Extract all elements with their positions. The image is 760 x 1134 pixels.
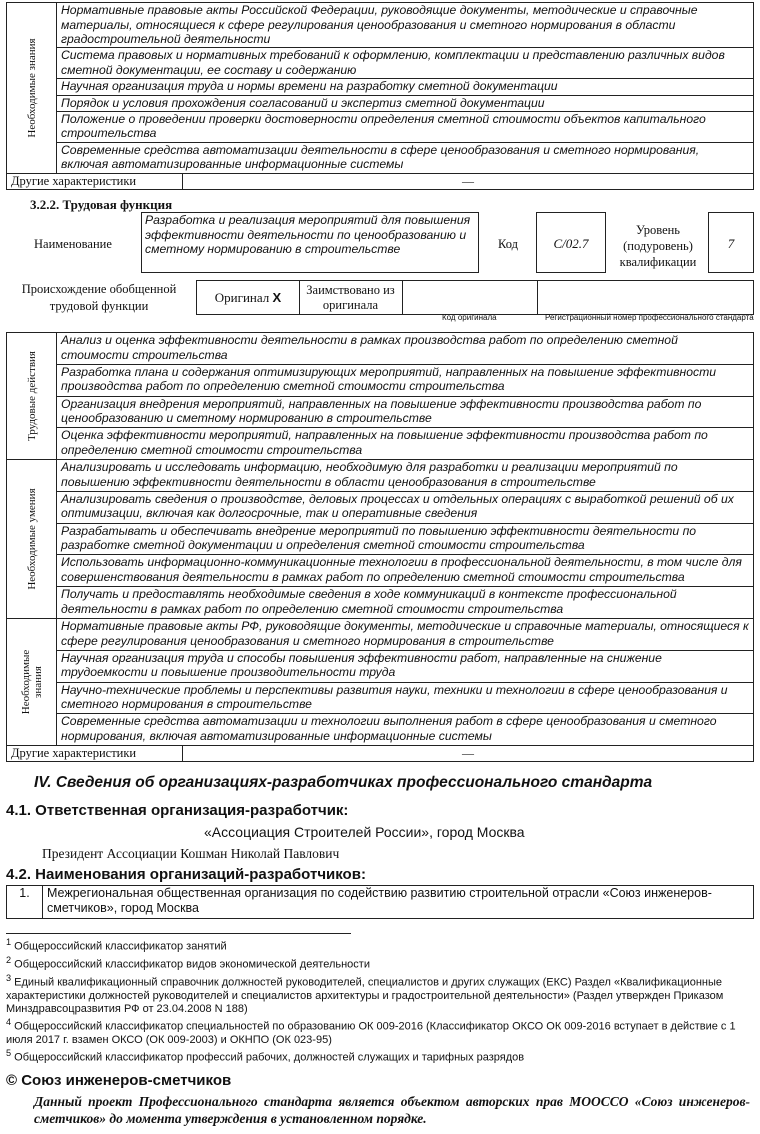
origin-divider (537, 281, 538, 314)
main-function-table (6, 332, 754, 762)
other-characteristics-label: Другие характеристики (7, 746, 183, 762)
skill-row: Получать и предоставлять необходимые сведения в ходе коммуникаций в контексте профессиональной деятельности в рамках работ по определению сметной стоимости строительства (57, 587, 754, 619)
knowledge-row: Порядок и условия прохождения согласований и экспертиз сметной документации (57, 95, 754, 111)
section-41-title: 4.1. Ответственная организация-разработчик: (6, 802, 349, 819)
top-knowledge-table (6, 2, 754, 190)
top-knowledge-label: Необходимые знания (25, 38, 38, 138)
knowledge-row: Положение о проведении проверки достоверности определения сметной стоимости объектов капитального строительства (57, 111, 754, 142)
other-characteristics-value: — (183, 746, 754, 762)
skill-row: Анализировать сведения о производстве, деловых процессах и отдельных операциях с выработкой решений об их оптимизации, включая как долгосрочные, так и оперативные сведения (57, 491, 754, 523)
origin-label: Происхождение обобщенной трудовой функции (21, 282, 177, 313)
footnotes (6, 936, 750, 1065)
other-characteristics-value: — (183, 174, 754, 190)
knowledge-label-cell (7, 619, 57, 746)
section-322-title: 3.2.2. Трудовая функция (30, 197, 173, 212)
knowledge-row: Научная организация труда и способы повышения эффективности работ, направленные на снижение трудоемкости и повышение производительности труда (57, 650, 754, 682)
action-row: Организация внедрения мероприятий, направленных на повышение эффективности производства работ по ценообразованию и сметному нормированию в строительстве (57, 396, 754, 428)
knowledge-row: Нормативные правовые акты Российской Федерации, руководящие документы, методические и справочные материалы, относящиеся к сфере регулирования ценообразования и сметного нормирования в области градостроительной деятельности (57, 3, 754, 48)
function-name: Разработка и реализация мероприятий для повышения эффективности деятельности по ценообразованию и сметному нормированию в строительстве (141, 212, 479, 273)
footnote-2: $^2$ Общероссийский классификатор видов экономической деятельности (6, 954, 370, 971)
name-label: Наименование (34, 237, 112, 251)
developers-table (6, 885, 754, 919)
top-knowledge-label-cell (7, 3, 57, 174)
action-row: Разработка плана и содержания оптимизирующих мероприятий, направленных на повышение эффективности производства работ по определению сметной стоимости строительства (57, 364, 754, 396)
skills-label-cell (7, 460, 57, 619)
borrowed-label: Заимствовано из оригинала (299, 281, 403, 314)
code-original-caption: Код оригинала (442, 313, 497, 322)
skills-label: Необходимые умения (25, 488, 38, 590)
footnote-4: $^4$ Общероссийский классификатор специальностей по образованию ОК 009-2016 (Классификатор ОКСО ОК 009-2016 вступает в действие с 1 июля 2017 г. взамен ОКСО (ОК 009-2003) и ОКНПО (ОК 023-95) (6, 1016, 736, 1046)
code-value: С/02.7 (536, 212, 606, 273)
developer-num: 1. (7, 886, 43, 919)
section-41-person: Президент Ассоциации Кошман Николай Павлович (42, 846, 340, 861)
section-iv-title: IV. Сведения об организациях-разработчиках профессионального стандарта (34, 774, 653, 791)
copyright-text: Данный проект Профессионального стандарта является объектом авторских прав МООССО «Союз инженеров-сметчиков» до момента утверждения в установленном порядке. (34, 1094, 750, 1126)
level-label: Уровень (подуровень) квалификации (619, 223, 697, 269)
original-label: Оригинал (214, 289, 270, 305)
knowledge-row: Современные средства автоматизации деятельности в сфере ценообразования и сметного нормирования, включая автоматизированные информационные системы (57, 142, 754, 173)
reg-number-caption: Регистрационный номер профессионального стандарта (545, 313, 754, 322)
developer-name: Межрегиональная общественная организация по содействию развитию строительной отрасли «Союз инженеров-сметчиков», город Москва (43, 886, 754, 919)
footnote-1: $^1$ Общероссийский классификатор занятий (6, 937, 227, 953)
section-42-title: 4.2. Наименования организаций-разработчиков: (6, 866, 366, 883)
original-cell (197, 281, 300, 314)
actions-label: Трудовые действия (25, 351, 38, 441)
origin-box (196, 280, 754, 315)
skill-row: Разрабатывать и обеспечивать внедрение мероприятий по повышению эффективности деятельности по разработке сметной документации и определения сметной стоимости строительства (57, 523, 754, 555)
footnote-5: $^5$ Общероссийский классификатор профессий рабочих, должностей служащих и тарифных разрядов (6, 1048, 525, 1064)
actions-label-cell (7, 333, 57, 460)
section-41-org: «Ассоциация Строителей России», город Москва (204, 824, 525, 840)
footnote-rule (6, 933, 351, 934)
knowledge-row: Научная организация труда и нормы времени на разработку сметной документации (57, 79, 754, 95)
original-mark: X (272, 290, 282, 305)
knowledge-row: Современные средства автоматизации и технологии выполнения работ в сфере ценообразования и сметного нормирования, включая автоматизированные информационные системы (57, 714, 754, 746)
footnote-3: $^3$ Единый квалификационный справочник должностей руководителей, специалистов и других служащих (ЕКС) Раздел «Квалификационные характеристики должностей руководителей и специалистов архитектуры и градостроительной деятельности» (Раздел утвержден Приказом Минздравсоцразвития РФ от 23.04.2008 N 188) (6, 972, 724, 1015)
knowledge-label: Необходимые знания (19, 649, 44, 715)
level-value: 7 (708, 212, 754, 273)
developer-row (7, 886, 754, 919)
knowledge-row: Система правовых и нормативных требований к оформлению, комплектации и представлению различных видов сметной документации, ее составу и содержанию (57, 48, 754, 79)
skill-row: Использовать информационно-коммуникационные технологии в профессиональной деятельности, в том числе для совершенствования деятельности в рамках работ по определению сметной стоимости строительства (57, 555, 754, 587)
knowledge-row: Нормативные правовые акты РФ, руководящие документы, методические и справочные материалы, относящиеся к сфере регулирования ценообразования и сметного нормирования в строительстве (57, 619, 754, 651)
code-label: Код (498, 237, 518, 251)
other-characteristics-label: Другие характеристики (7, 174, 183, 190)
action-row: Оценка эффективности мероприятий, направленных на повышение эффективности производства работ по определению сметной стоимости строительства (57, 428, 754, 460)
copyright-title: © Союз инженеров-сметчиков (6, 1072, 232, 1089)
action-row: Анализ и оценка эффективности деятельности в рамках производства работ по определению сметной стоимости строительства (57, 333, 754, 365)
skill-row: Анализировать и исследовать информацию, необходимую для разработки и реализации мероприятий по повышению эффективности деятельности в области ценообразования в строительстве (57, 460, 754, 492)
knowledge-row: Научно-технические проблемы и перспективы развития науки, техники и технологии в сфере ценообразования и сметного нормирования в строительстве (57, 682, 754, 714)
